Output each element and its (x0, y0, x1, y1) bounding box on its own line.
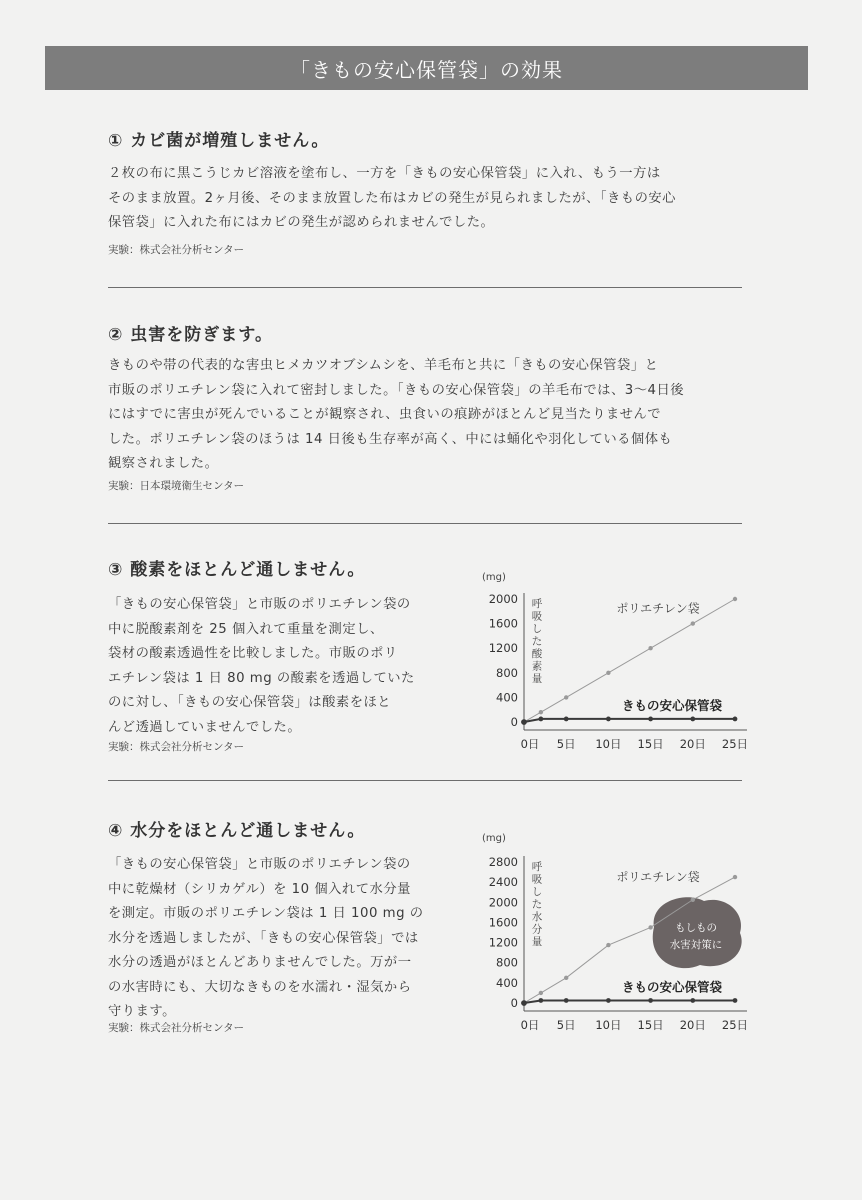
text-line: した。ポリエチレン袋のほうは 14 日後も生存率が高く、中には蛹化や羽化している個体も (108, 431, 673, 447)
section-4-note: 実験：株式会社分析センター (108, 1022, 245, 1034)
text-line: 中に脱酸素剤を 25 個入れて重量を測定し、 (108, 621, 384, 637)
polyethylene-data-point (733, 597, 737, 601)
section-3-note: 実験：株式会社分析センター (108, 741, 245, 753)
x-tick-label: 25日 (721, 1018, 749, 1032)
chart-unit-label: (mg) (482, 572, 506, 583)
x-tick-label: 0日 (520, 1018, 540, 1032)
kimono-bag-data-point (564, 998, 569, 1003)
y-axis-label-char: 吸 (531, 610, 543, 623)
kimono-bag-data-point (733, 717, 738, 722)
y-tick-label: 1600 (488, 616, 518, 631)
text-line: 保管袋」に入れた布にはカビの発生が認められませんでした。 (108, 215, 495, 230)
text-line: きものや帯の代表的な害虫ヒメカツオブシムシを、羊毛布と共に「きもの安心保管袋」と (108, 358, 659, 373)
kimono-bag-data-point (690, 717, 695, 722)
text-line: の水害時にも、大切なきものを水濡れ・湿気から (108, 979, 412, 995)
y-tick-label: 0 (510, 715, 518, 729)
x-tick-label: 20日 (679, 737, 706, 751)
text-line: にはすでに害虫が死んでいることが観察され、虫食いの痕跡がほとんど見当たりませんで (108, 407, 662, 422)
y-axis-label-char: し (531, 623, 543, 635)
y-axis-label-char: 呼 (531, 598, 543, 610)
chart-unit-label: (mg) (482, 833, 506, 844)
polyethylene-data-point (691, 898, 695, 902)
text-line: 袋材の酸素透過性を比較しました。市販のポリ (108, 646, 398, 661)
kimono-bag-series-line (524, 719, 735, 722)
section-2-note: 実験：日本環境衛生センター (108, 480, 245, 492)
text-line: エチレン袋は 1 日 80 mg の酸素を透過していた (108, 670, 415, 686)
y-tick-label: 1200 (488, 935, 518, 950)
text-line: 水分の透過がほとんどありませんでした。万が一 (108, 955, 412, 970)
section-3-body (108, 593, 415, 740)
y-axis-label-char: 量 (531, 673, 543, 685)
y-tick-label: 2000 (488, 592, 518, 606)
divider (108, 780, 742, 781)
moisture-chart (470, 826, 755, 1038)
polyethylene-data-point (606, 943, 610, 947)
section-4-body (108, 853, 424, 1025)
series-label-kimono-bag: きもの安心保管袋 (621, 697, 723, 713)
y-tick-label: 800 (496, 955, 518, 970)
kimono-bag-data-point (606, 998, 611, 1003)
x-tick-label: 10日 (595, 737, 622, 751)
kimono-bag-data-point (733, 998, 738, 1003)
polyethylene-data-point (564, 976, 568, 980)
text-line: のに対し、「きもの安心保管袋」は酸素をほと (108, 695, 392, 710)
section-1-note: 実験：株式会社分析センター (108, 244, 245, 256)
y-tick-label: 1200 (488, 641, 518, 656)
text-line: 市販のポリエチレン袋に入れて密封しました。「きもの安心保管袋」の羊毛布では、3～4日後 (108, 382, 685, 398)
y-axis-label-char: 素 (531, 660, 543, 673)
y-axis-label-char: 酸 (531, 648, 543, 660)
series-label-kimono-bag: きもの安心保管袋 (621, 979, 723, 995)
y-tick-label: 2400 (488, 875, 518, 890)
text-line: そのまま放置。2ヶ月後、そのまま放置した布はカビの発生が見られましたが、「きもの安心 (108, 190, 676, 206)
y-tick-label: 2800 (488, 855, 518, 869)
polyethylene-data-point (691, 621, 695, 625)
x-tick-label: 5日 (556, 737, 576, 751)
polyethylene-data-point (539, 710, 543, 714)
annotation-text: 水害対策に (669, 939, 723, 952)
y-axis-label-char: た (531, 635, 543, 648)
page-header (45, 46, 808, 90)
polyethylene-data-point (733, 875, 737, 879)
x-tick-label: 15日 (637, 737, 664, 751)
y-axis-label-char: 呼 (531, 861, 543, 873)
kimono-bag-series-line (524, 1000, 735, 1003)
x-tick-label: 25日 (721, 737, 749, 751)
kimono-bag-data-point (521, 1000, 527, 1006)
kimono-bag-data-point (648, 717, 653, 722)
y-tick-label: 400 (496, 975, 518, 990)
kimono-bag-data-point (538, 717, 543, 722)
polyethylene-data-point (606, 671, 610, 675)
page-title: 「きもの安心保管袋」の効果 (290, 57, 563, 82)
divider (108, 287, 742, 288)
x-tick-label: 20日 (679, 1018, 706, 1032)
text-line: 水分を透過しましたが、「きもの安心保管袋」では (108, 930, 419, 946)
y-tick-label: 1600 (488, 915, 518, 930)
polyethylene-data-point (648, 925, 652, 929)
x-tick-label: 15日 (637, 1018, 664, 1032)
y-axis-label-char: 水 (531, 911, 543, 923)
y-axis-label-char: 量 (531, 936, 543, 948)
text-line: 観察されました。 (108, 456, 219, 471)
polyethylene-data-point (648, 646, 652, 650)
y-axis-label-char: 分 (531, 923, 543, 936)
section-1-body (108, 162, 676, 236)
y-tick-label: 2000 (488, 895, 518, 910)
y-axis-label-char: た (531, 898, 543, 911)
kimono-bag-data-point (648, 998, 653, 1003)
kimono-bag-data-point (606, 717, 611, 722)
annotation-text: もしもの (675, 922, 717, 935)
polyethylene-data-point (564, 695, 568, 699)
x-tick-label: 10日 (595, 1018, 622, 1032)
polyethylene-data-point (539, 991, 543, 995)
text-line: を測定。市販のポリエチレン袋は 1 日 100 mg の (108, 906, 424, 921)
kimono-bag-data-point (538, 998, 543, 1003)
section-1-title: ① カビ菌が増殖しません。 (108, 131, 330, 151)
text-line: 「きもの安心保管袋」と市販のポリエチレン袋の (108, 597, 411, 612)
divider (108, 523, 742, 524)
y-axis-label-char: 吸 (531, 873, 543, 886)
kimono-bag-data-point (690, 998, 695, 1003)
series-label-polyethylene: ポリエチレン袋 (616, 870, 700, 885)
section-4-title: ④ 水分をほとんど通しません。 (108, 821, 366, 841)
section-3-title: ③ 酸素をほとんど通しません。 (108, 560, 366, 580)
text-line: 「きもの安心保管袋」と市販のポリエチレン袋の (108, 857, 411, 872)
text-line: 守ります。 (108, 1004, 176, 1019)
y-tick-label: 800 (496, 665, 518, 680)
series-label-polyethylene: ポリエチレン袋 (616, 601, 700, 616)
x-tick-label: 0日 (520, 737, 540, 751)
section-2-body (108, 354, 684, 477)
oxygen-chart (470, 565, 755, 760)
kimono-bag-data-point (521, 719, 527, 725)
text-line: んど透過していませんでした。 (108, 719, 302, 735)
section-2-title: ② 虫害を防ぎます。 (108, 325, 273, 345)
x-tick-label: 5日 (556, 1018, 576, 1032)
text-line: ２枚の布に黒こうじカビ溶液を塗布し、一方を「きもの安心保管袋」に入れ、もう一方は (108, 166, 661, 181)
kimono-bag-data-point (564, 717, 569, 722)
text-line: 中に乾燥材（シリカゲル）を 10 個入れて水分量 (108, 881, 411, 897)
y-tick-label: 0 (510, 996, 518, 1010)
y-tick-label: 400 (496, 690, 518, 705)
y-axis-label-char: し (531, 886, 543, 898)
